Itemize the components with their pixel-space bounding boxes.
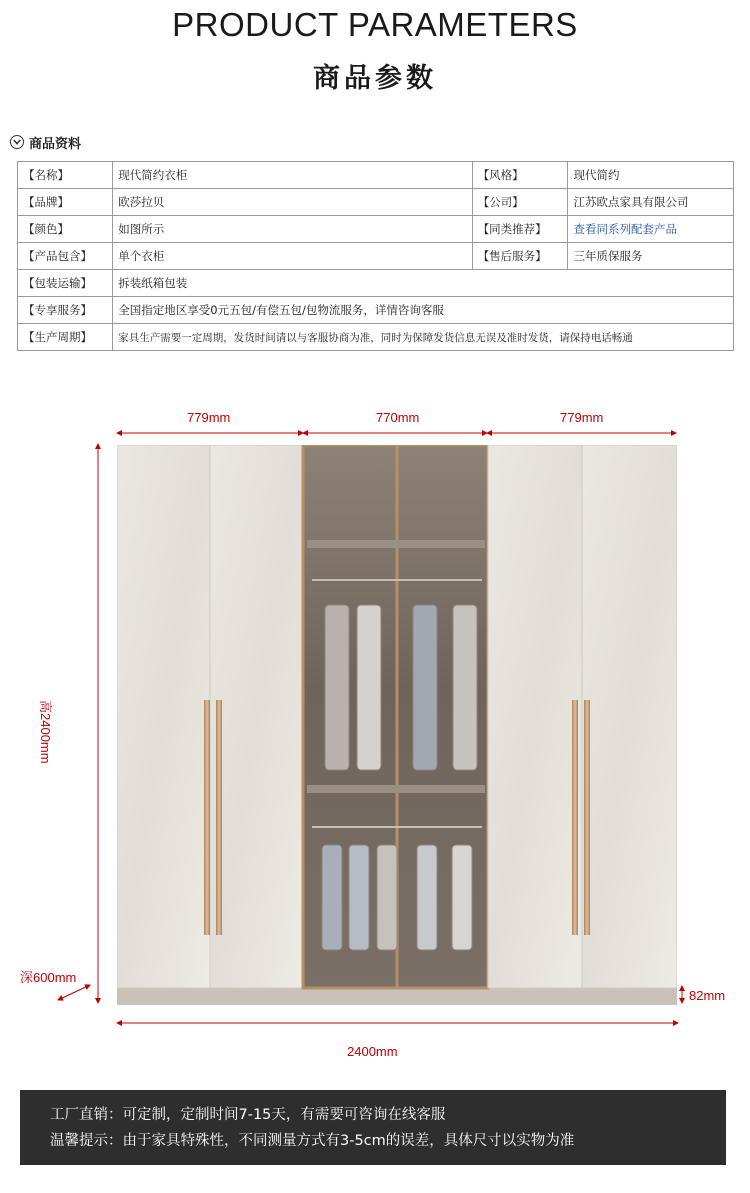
param-value: 欧莎拉贝 bbox=[113, 189, 472, 216]
dim-total-width: 2400mm bbox=[347, 1044, 398, 1059]
param-key: 【产品包含】 bbox=[18, 243, 113, 270]
param-value: 拆装纸箱包装 bbox=[113, 270, 734, 297]
param-value: 单个衣柜 bbox=[113, 243, 472, 270]
related-products-link-text[interactable]: 查看同系列配套产品 bbox=[573, 222, 677, 236]
param-key: 【风格】 bbox=[472, 162, 568, 189]
param-value: 家具生产需要一定周期，发货时间请以与客服协商为准，同时为保障发货信息无误及准时发货，请保持电话畅通 bbox=[113, 324, 734, 351]
dim-depth: 深600mm bbox=[20, 970, 77, 985]
param-key: 【生产周期】 bbox=[18, 324, 113, 351]
page-title-en: PRODUCT PARAMETERS bbox=[172, 6, 578, 43]
param-value: 现代简约衣柜 bbox=[113, 162, 472, 189]
section-label: 商品资料 bbox=[29, 136, 82, 152]
wardrobe-image bbox=[117, 445, 677, 1005]
param-value: 如图所示 bbox=[113, 216, 472, 243]
dim-width-mid: 770mm bbox=[376, 410, 420, 425]
param-value: 三年质保服务 bbox=[568, 243, 734, 270]
param-key: 【品牌】 bbox=[18, 189, 113, 216]
page-title-cn: 商品参数 bbox=[313, 63, 437, 94]
dim-base: 82mm bbox=[689, 988, 726, 1003]
param-key: 【名称】 bbox=[18, 162, 113, 189]
notice-box bbox=[20, 1090, 726, 1165]
notice-line-2: 温馨提示：由于家具特殊性，不同测量方式有3-5cm的误差，具体尺寸以实物为准 bbox=[50, 1133, 575, 1149]
param-value: 现代简约 bbox=[568, 162, 734, 189]
param-key: 【公司】 bbox=[472, 189, 568, 216]
dim-width-left: 779mm bbox=[187, 410, 231, 425]
param-key: 【包装运输】 bbox=[18, 270, 113, 297]
dim-width-right: 779mm bbox=[560, 410, 604, 425]
param-key: 【颜色】 bbox=[18, 216, 113, 243]
param-key: 【售后服务】 bbox=[472, 243, 568, 270]
param-key: 【专享服务】 bbox=[18, 297, 113, 324]
param-value: 全国指定地区享受0元五包/有偿五包/包物流服务，详情咨询客服 bbox=[113, 297, 734, 324]
param-value: 江苏欧点家具有限公司 bbox=[568, 189, 734, 216]
notice-line-1: 工厂直销：可定制，定制时间7-15天，有需要可咨询在线客服 bbox=[50, 1107, 446, 1123]
dim-height: 高2400mm bbox=[38, 700, 53, 764]
param-key: 【同类推荐】 bbox=[472, 216, 568, 243]
